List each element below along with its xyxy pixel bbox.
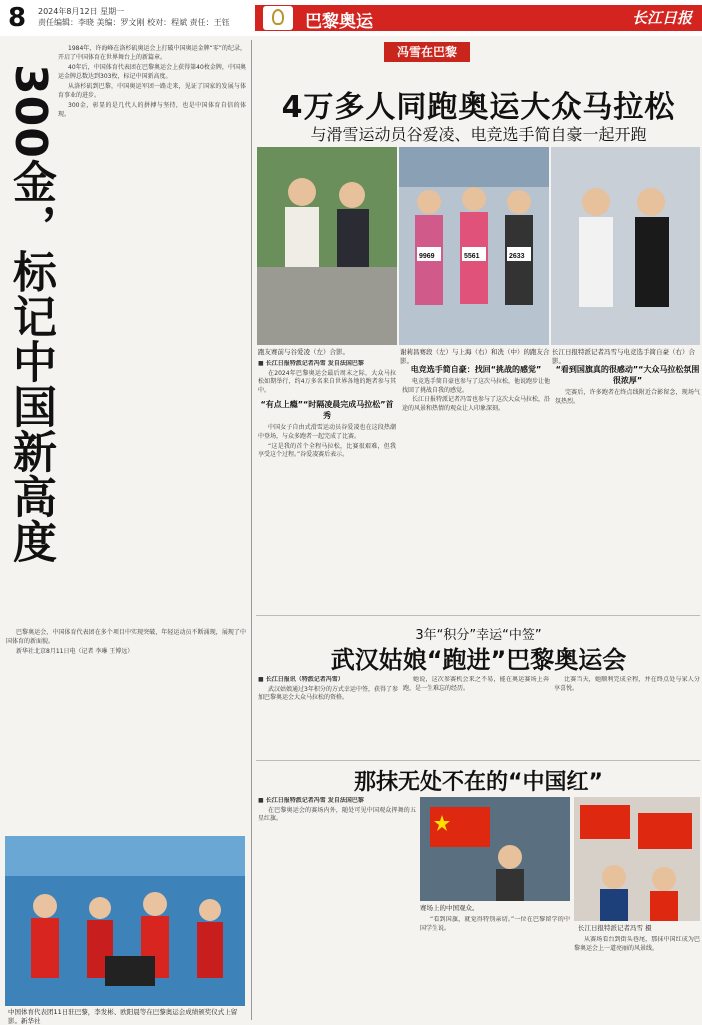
article2-headline: 武汉姑娘“跑进”巴黎奥运会	[330, 646, 627, 674]
bib-number: 2633	[509, 253, 525, 260]
photo-center	[399, 147, 549, 345]
byline: ■ 长江日报特派记者冯雪 发自法国巴黎	[258, 797, 364, 804]
left-photo-caption: 中国体育代表团11日驻巴黎，李发彬、欧阳晨等在巴黎奥运会成绩颁奖仪式上留影。新华社	[8, 1008, 238, 1025]
subhead: “有点上瘾”“时隔凌晨完成马拉松”首秀	[260, 400, 394, 421]
paragraph: 长江日报特派记者冯雪也参与了这次大众马拉松，沿途的风景和热情的观众让人印象深刻。	[402, 396, 550, 412]
paragraph: 在2024年巴黎奥运会最后周末之际，大众马拉松如期举行，约4万多名来自世界各地的跑者参与其中。	[258, 369, 396, 394]
photo-caption-1: 跑友赛前与谷爱凌（左）合影。	[258, 348, 349, 356]
column-divider	[251, 40, 252, 1020]
photo-left	[257, 147, 397, 345]
paragraph: 新华社北京8月11日电（记者 李琳 王博远）	[16, 648, 134, 655]
subhead: “看到国旗真的很感动”“大众马拉松氛围很浓厚”	[555, 365, 700, 385]
byline: ■ 长江日报讯（特派记者冯雪）	[258, 676, 344, 683]
article2-col3	[554, 676, 700, 756]
article2-col1	[258, 676, 398, 756]
athletes-photo	[5, 836, 245, 1006]
editor-credits: 责任编辑：李晓 美编：罗文刚 校对：程斌 责任：王钰	[38, 18, 230, 27]
vertical-headline: 300金，标记中国新高度	[5, 64, 56, 564]
article1-col3	[555, 360, 700, 604]
runners-photo-3	[551, 147, 700, 345]
section-title: 巴黎奥运	[305, 12, 373, 32]
paragraph: 从赛场看台到街头巷尾，那抹中国红成为巴黎奥运会上一道亮丽的风景线。	[574, 936, 700, 952]
left-body-text	[58, 44, 246, 624]
olympic-emblem-icon	[263, 6, 293, 30]
section-divider	[256, 615, 700, 616]
paragraph: 电竞选手简自豪也参与了这次马拉松，他说跑步让他找回了挑战自我的感觉。	[402, 378, 550, 394]
paragraph: 她说，这次参赛机会来之不易，能在奥运赛场上奔跑，是一生难忘的经历。	[403, 676, 549, 692]
photo-flag-right	[574, 797, 700, 921]
flag-photo-caption-1: 赛场上的中国观众。	[420, 904, 479, 912]
left-column	[0, 38, 250, 1024]
article1-col2	[402, 360, 550, 604]
article2-col2	[403, 676, 549, 756]
paragraph: 武汉姑娘通过3年积分的方式幸运中签，获得了参加巴黎奥运会大众马拉松的资格。	[258, 685, 398, 702]
paragraph: “这是我的首个全程马拉松，比赛很艰难，但我享受这个过程。”谷爱凌赛后表示。	[258, 442, 396, 459]
photo-caption-3: 长江日报特派记者冯雪与电竞选手简自豪（右）合影。	[552, 348, 695, 365]
paragraph: 中国女子自由式滑雪运动员谷爱凌也在这段热潮中登场，与众多跑者一起完成了比赛。	[258, 424, 396, 440]
paragraph: 比赛当天，她顺利完成全程，并在终点处与家人分享喜悦。	[554, 676, 700, 692]
main-subheadline: 与滑雪运动员谷爱凌、电竞选手简自豪一起开跑	[310, 125, 647, 144]
athletes-illustration	[5, 836, 245, 1006]
flag-photo-caption-2: 长江日报特派记者冯雪 摄	[578, 924, 652, 932]
left-body-text-lower	[6, 628, 246, 833]
main-headline: 4万多人同跑奥运大众马拉松	[281, 90, 676, 125]
paragraph: 300金，彰显的是几代人的拼搏与坚持，也是中国体育自信的体现。	[58, 102, 246, 118]
bib-number: 9969	[419, 253, 435, 260]
bib-number: 5561	[464, 253, 480, 260]
subhead: 电竞选手简自豪：找回“挑战的感觉”	[410, 365, 542, 374]
article3-col2	[420, 916, 570, 1016]
paragraph: 从洛杉矶到巴黎，中国奥运军团一路走来，见证了国家的发展与体育事业的进步。	[58, 83, 246, 99]
paragraph: 在巴黎奥运会的赛场内外，随处可见中国观众挥舞的五星红旗。	[258, 806, 416, 823]
photo-flag-center	[420, 797, 570, 901]
paragraph: 完赛后，许多跑者在终点线附近合影留念，现场气氛热烈。	[555, 389, 700, 405]
page-number: 8	[8, 3, 27, 33]
paragraph: 1984年，许海峰在洛杉矶奥运会上打破中国奥运金牌“零”的纪录，开启了中国体育在世界舞台上的新篇章。	[58, 45, 246, 61]
article2-kicker: 3年“积分”幸运“中签”	[415, 628, 542, 643]
issue-date: 2024年8月12日 星期一	[38, 7, 125, 16]
column-kicker: 冯雪在巴黎	[384, 42, 470, 62]
paragraph: “看到国旗，就觉得特别亲切。”一位在巴黎留学的中国学生说。	[420, 916, 570, 932]
runners-photo-2	[399, 147, 549, 345]
byline: ■ 长江日报特派记者冯雪 发自法国巴黎	[258, 360, 364, 367]
photo-caption-2: 谢莉昌赛段（左）与上海（右）和冼（中）的跑友合影。	[400, 348, 550, 365]
flags-photo-1	[420, 797, 570, 901]
section-band	[255, 5, 702, 31]
runners-photo-1	[257, 147, 397, 345]
article3-col3	[574, 936, 700, 1016]
header-meta	[38, 6, 230, 28]
paragraph: 40年后，中国体育代表团在巴黎奥运会上获得第40枚金牌，中国奥运金牌总数达到303枚，标记中国新高度。	[58, 64, 246, 80]
article3-col1	[258, 797, 416, 897]
masthead-logo: 长江日报	[631, 9, 692, 27]
article3-headline: 那抹无处不在的“中国红”	[354, 770, 603, 795]
article1-col1	[258, 360, 396, 604]
page-header	[0, 0, 702, 36]
flags-photo-2	[574, 797, 700, 921]
paragraph: 巴黎奥运会，中国体育代表团在多个项目中实现突破，年轻运动员不断涌现，展现了中国体育的新面貌。	[6, 629, 246, 645]
section-divider	[256, 760, 700, 761]
photo-right	[551, 147, 700, 345]
